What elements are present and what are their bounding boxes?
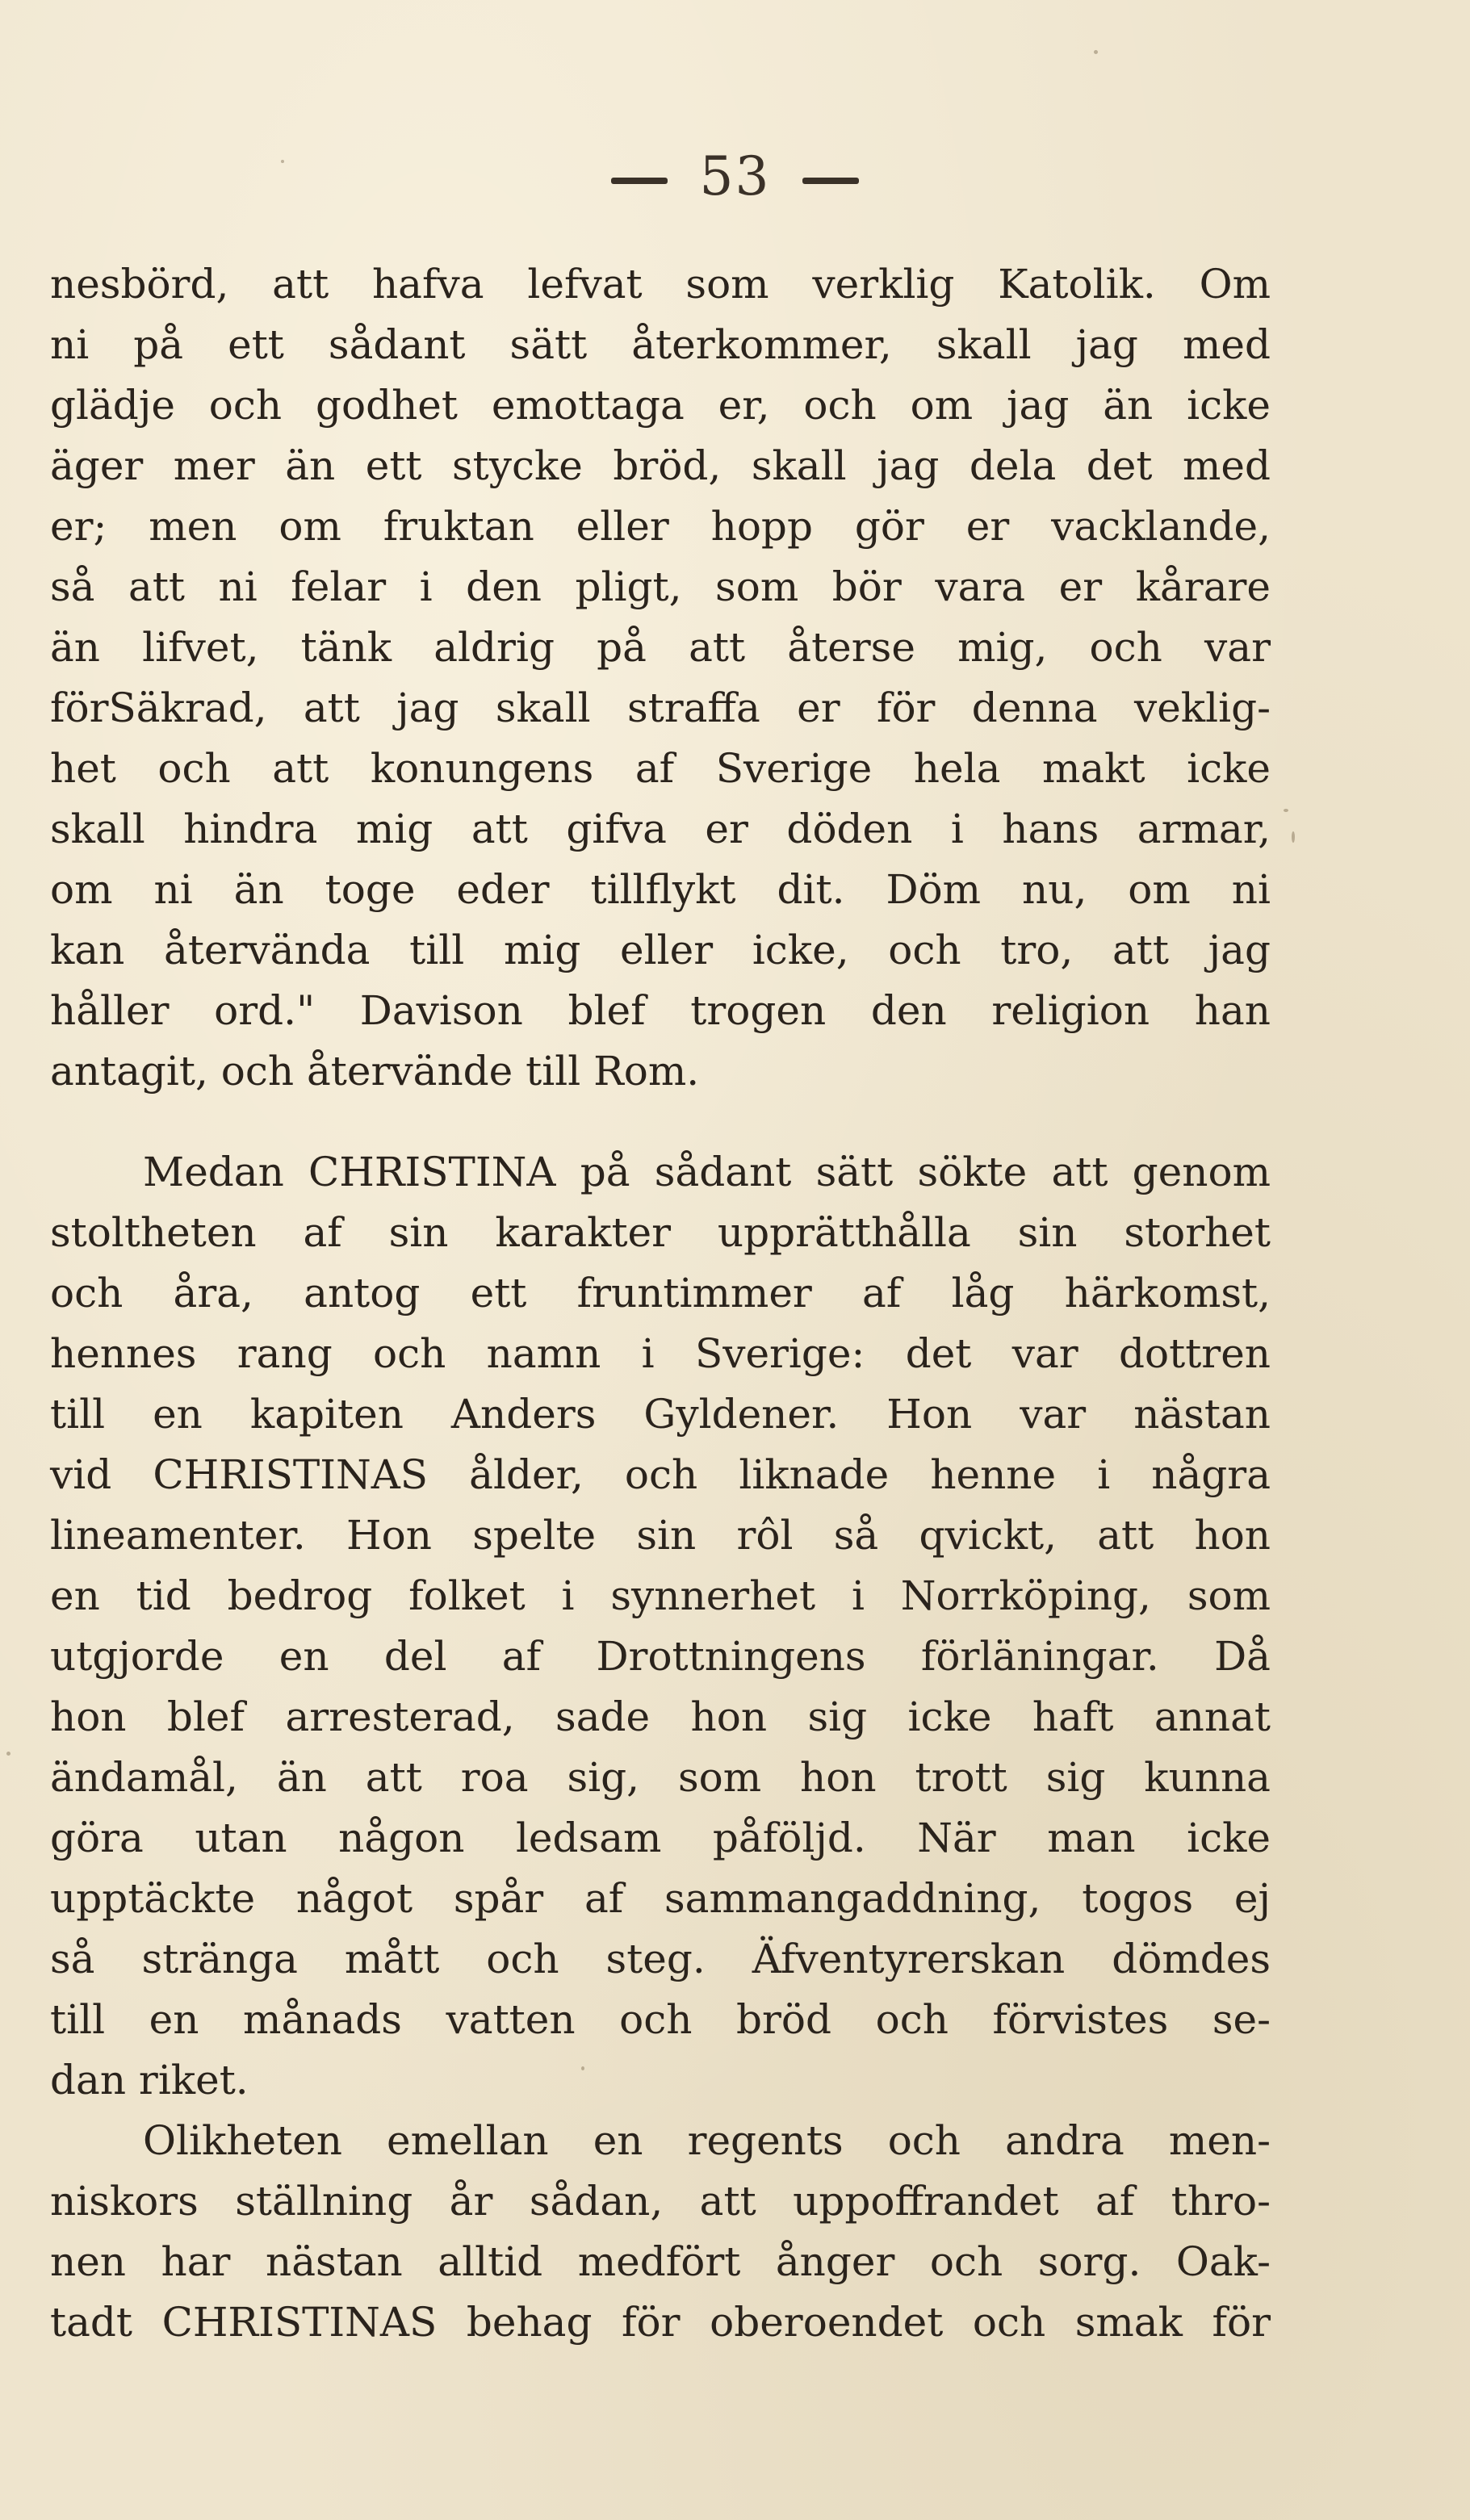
text-line: så stränga mått och steg. Äfventyrerskan dömdes bbox=[50, 1936, 1271, 1982]
paragraph-christina-impostor bbox=[50, 1142, 1271, 2111]
text-line: hon blef arresterad, sade hon sig icke haft annat bbox=[50, 1693, 1271, 1740]
text-line: tadt CHRISTINAS behag för oberoendet och smak för bbox=[50, 2299, 1271, 2346]
text-line: upptäckte något spår af sammangaddning, togos ej bbox=[50, 1875, 1271, 1922]
left-dash-ornament bbox=[611, 178, 668, 184]
text-line: utgjorde en del af Drottningens förläningar. Då bbox=[50, 1633, 1271, 1680]
text-line: en tid bedrog folket i synnerhet i Norrköping, som bbox=[50, 1572, 1271, 1619]
text-line: till en månads vatten och bröd och förvistes se- bbox=[50, 1996, 1271, 2043]
text-line: antagit, och återvände till Rom. bbox=[50, 1048, 700, 1095]
text-line: hennes rang och namn i Sverige: det var dottren bbox=[50, 1330, 1271, 1377]
text-line: lineamenter. Hon spelte sin rôl så qvickt, att hon bbox=[50, 1512, 1271, 1559]
paragraph-continuation bbox=[50, 254, 1271, 1102]
text-line: till en kapiten Anders Gyldener. Hon var nästan bbox=[50, 1391, 1271, 1438]
text-line: dan riket. bbox=[50, 2057, 249, 2103]
text-line: göra utan någon ledsam påföljd. När man icke bbox=[50, 1815, 1271, 1861]
text-line: ni på ett sådant sätt återkommer, skall jag med bbox=[50, 321, 1271, 368]
text-line: nen har nästan alltid medfört ånger och sorg. Oak- bbox=[50, 2238, 1271, 2285]
paragraph-regent-difference bbox=[50, 2111, 1271, 2353]
text-line: än lifvet, tänk aldrig på att återse mig, och var bbox=[50, 624, 1271, 671]
text-line: ändamål, än att roa sig, som hon trott sig kunna bbox=[50, 1754, 1271, 1801]
text-line: äger mer än ett stycke bröd, skall jag dela det med bbox=[50, 442, 1271, 489]
page-number: 53 bbox=[0, 145, 1470, 207]
text-line: het och att konungens af Sverige hela makt icke bbox=[50, 745, 1271, 792]
text-line: och åra, antog ett fruntimmer af låg härkomst, bbox=[50, 1270, 1271, 1317]
text-line: glädje och godhet emottaga er, och om jag än icke bbox=[50, 382, 1271, 429]
text-line: håller ord." Davison blef trogen den religion han bbox=[50, 987, 1271, 1034]
text-line: kan återvända till mig eller icke, och tro, att jag bbox=[50, 927, 1271, 973]
text-line: stoltheten af sin karakter upprätthålla sin storhet bbox=[50, 1209, 1271, 1256]
text-line: er; men om fruktan eller hopp gör er vacklande, bbox=[50, 503, 1271, 550]
text-line: vid CHRISTINAS ålder, och liknade henne i några bbox=[50, 1451, 1271, 1498]
text-line: Olikheten emellan en regents och andra men- bbox=[143, 2117, 1271, 2164]
right-dash-ornament bbox=[802, 178, 859, 184]
text-line: nesbörd, att hafva lefvat som verklig Katolik. Om bbox=[50, 261, 1271, 308]
text-line: niskors ställning år sådan, att uppoffrandet af thro- bbox=[50, 2178, 1271, 2225]
text-line: skall hindra mig att gifva er döden i hans armar, bbox=[50, 806, 1271, 852]
text-line: Medan CHRISTINA på sådant sätt sökte att genom bbox=[143, 1149, 1271, 1195]
text-line: så att ni felar i den pligt, som bör vara er kårare bbox=[50, 563, 1271, 610]
text-line: förSäkrad, att jag skall straffa er för denna veklig- bbox=[50, 684, 1271, 731]
text-line: om ni än toge eder tillflykt dit. Döm nu, om ni bbox=[50, 866, 1271, 913]
